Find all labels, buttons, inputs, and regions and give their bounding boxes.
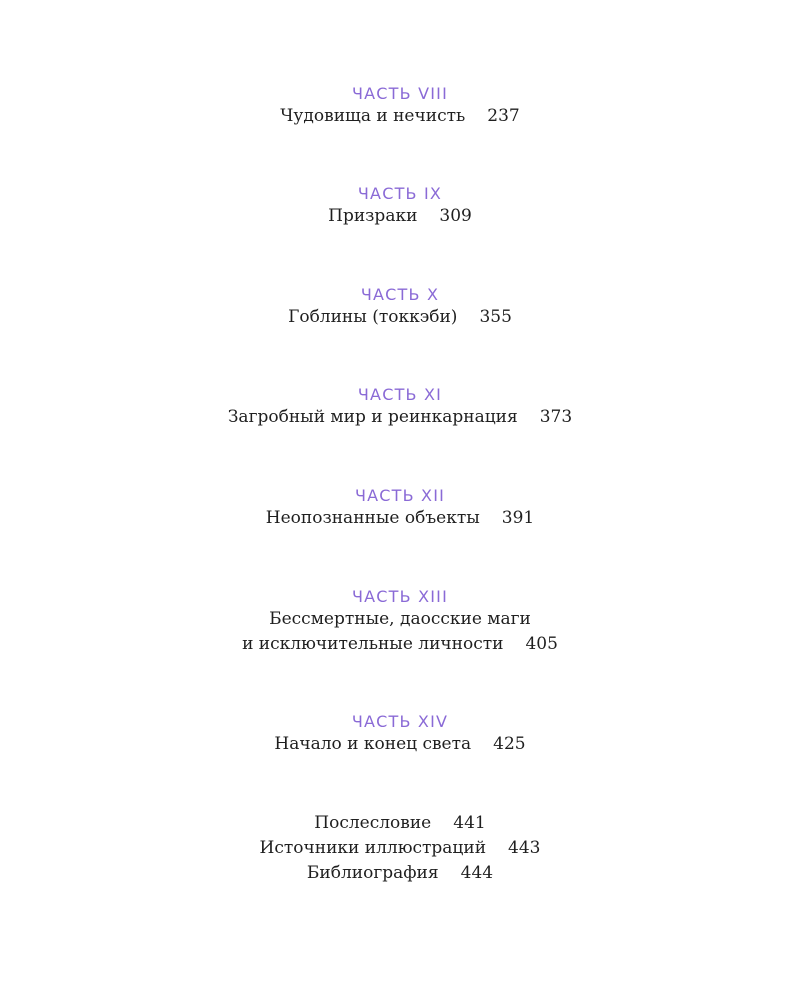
- toc-part-8: [0, 84, 800, 129]
- page-number: 309: [439, 206, 472, 226]
- toc-part-10: [0, 285, 800, 330]
- entry-title: Послесловие: [314, 813, 432, 833]
- entry-title: Загробный мир и реинкарнация: [227, 407, 518, 427]
- toc-entry-line-2[interactable]: [0, 632, 800, 657]
- toc-entry-illustration-sources[interactable]: [0, 836, 800, 861]
- entry-title: Неопознанные объекты: [265, 508, 480, 528]
- toc-entry[interactable]: [0, 104, 800, 129]
- page-number: 405: [525, 634, 558, 654]
- page-number: 425: [493, 734, 526, 754]
- entry-title: Гоблины (токкэби): [288, 307, 458, 327]
- toc-back-matter: [0, 811, 800, 886]
- toc-entry-bibliography[interactable]: [0, 861, 800, 886]
- toc-entry[interactable]: [0, 305, 800, 330]
- page-number: 443: [508, 838, 541, 858]
- toc-entry-afterword[interactable]: [0, 811, 800, 836]
- part-label: ЧАСТЬ XI: [357, 385, 443, 404]
- entry-title: Библиография: [306, 863, 439, 883]
- page-number: 373: [539, 407, 573, 427]
- page-number: 237: [487, 106, 520, 126]
- toc-part-12: [0, 486, 800, 531]
- toc-entry[interactable]: [0, 405, 800, 430]
- page-number: 444: [460, 863, 494, 883]
- toc-part-14: [0, 712, 800, 757]
- page-number: 355: [479, 307, 512, 327]
- part-label: ЧАСТЬ XII: [354, 486, 446, 505]
- part-label: ЧАСТЬ IX: [357, 184, 443, 203]
- toc-part-13: [0, 587, 800, 657]
- toc-entry-line-1[interactable]: [0, 607, 800, 632]
- toc-entry[interactable]: [0, 732, 800, 757]
- toc-part-11: [0, 385, 800, 430]
- page-number: 441: [453, 813, 486, 833]
- toc-entry[interactable]: [0, 204, 800, 229]
- entry-title: Начало и конец света: [274, 734, 472, 754]
- entry-title: Призраки: [328, 206, 418, 226]
- entry-title: Источники иллюстраций: [259, 838, 487, 858]
- toc-entry[interactable]: [0, 506, 800, 531]
- part-label: ЧАСТЬ XIII: [351, 587, 449, 606]
- part-label: ЧАСТЬ XIV: [351, 712, 449, 731]
- part-label: ЧАСТЬ VIII: [351, 84, 449, 103]
- entry-title: Чудовища и нечисть: [280, 106, 466, 126]
- entry-title: Бессмертные, даосские маги: [269, 609, 531, 629]
- part-label: ЧАСТЬ X: [360, 285, 440, 304]
- page-number: 391: [501, 508, 535, 528]
- entry-title: и исключительные личности: [242, 634, 504, 654]
- toc-part-9: [0, 184, 800, 229]
